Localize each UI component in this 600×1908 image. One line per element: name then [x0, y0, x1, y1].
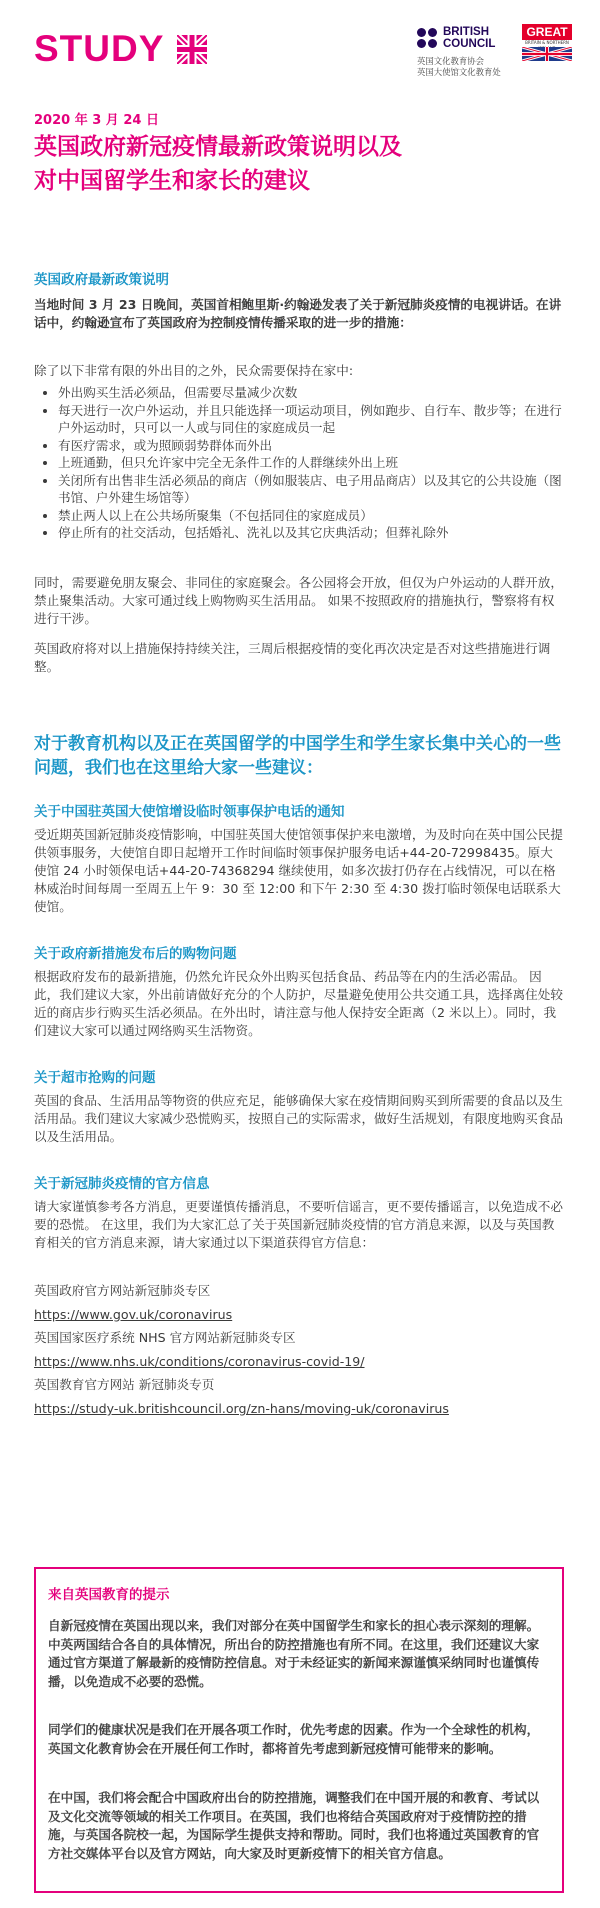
list-item: • 有医疗需求，或为照顾弱势群体而外出: [58, 437, 564, 455]
topic-heading: 关于中国驻英国大使馆增设临时领事保护电话的通知: [34, 804, 345, 820]
source-link-study-uk[interactable]: https://study-uk.britishcouncil.org/zn-hans/moving-uk/coronavirus: [34, 1401, 449, 1416]
policy-paragraph: 同时，需要避免朋友聚会、非同住的家庭聚会。各公园将会开放，但仅为户外运动的人群开放，禁止聚集活动。大家可通过线上购物购买生活用品。 如果不按照政府的措施执行，警察将有权进行干涉。: [34, 574, 563, 626]
logo-study-text: STUDY: [34, 28, 164, 69]
policy-list: [34, 384, 564, 542]
topic-heading: 关于新冠肺炎疫情的官方信息: [34, 1176, 210, 1192]
study-uk-logo: [34, 28, 207, 70]
source-label: 英国政府官方网站新冠肺炎专区: [34, 1283, 211, 1298]
official-sources: [34, 1282, 564, 1417]
advice-section: [34, 732, 564, 1417]
page-title: 英国政府新冠疫情最新政策说明以及 对中国留学生和家长的建议: [34, 134, 402, 194]
topic-body: 请大家谨慎参考各方消息，更要谨慎传播消息，不要听信谣言，更不要传播谣言，以免造成不必要的恐慌。 在这里，我们为大家汇总了关于英国新冠肺炎疫情的官方消息来源，以及与英国教育相关的官方消息来源，请大家通过以下渠道获得官方信息：: [34, 1199, 563, 1250]
policy-intro: 当地时间 3 月 23 日晚间，英国首相鲍里斯·约翰逊发表了关于新冠肺炎疫情的电视讲话。在讲话中，约翰逊宣布了英国政府为控制疫情传播采取的进一步的措施：: [34, 297, 562, 330]
british-council-dots-icon: [417, 28, 439, 50]
british-council-cn-name: 英国文化教育协会 英国大使馆文化教育处: [417, 56, 501, 77]
article-date: 2020 年 3 月 24 日: [34, 113, 159, 128]
list-item: • 禁止两人以上在公共场所聚集（不包括同住的家庭成员）: [58, 507, 564, 525]
tips-box: [34, 1567, 564, 1893]
source-link-nhs[interactable]: https://www.nhs.uk/conditions/coronavirus-covid-19/: [34, 1354, 365, 1369]
union-jack-icon: [522, 47, 572, 61]
topic-heading: 关于政府新措施发布后的购物问题: [34, 946, 237, 962]
list-item: • 外出购买生活必须品，但需要尽量减少次数: [58, 384, 564, 402]
policy-heading: 英国政府最新政策说明: [34, 272, 169, 288]
british-council-name: BRITISH COUNCIL: [443, 26, 496, 50]
union-flag-icon: [177, 35, 207, 64]
tips-paragraph: 在中国，我们将会配合中国政府出台的防控措施，调整我们在中国开展的和教育、考试以及文化交流等领域的相关工作项目。在英国，我们也将结合英国政府对于疫情防控的措施，与英国各院校一起，为国际学生提供支持和帮助。同时，我们也将通过英国教育的官方社交媒体平台以及官方网站，向大家及时更新疫情下的相关官方信息。: [48, 1790, 540, 1861]
tips-heading: 来自英国教育的提示: [48, 1587, 170, 1603]
header: [34, 22, 572, 82]
list-item: • 关闭所有出售非生活必须品的商店（例如服装店、电子用品商店）以及其它的公共设施（图书馆、户外建生场馆等）: [58, 472, 564, 507]
topic-heading: 关于超市抢购的问题: [34, 1070, 156, 1086]
tips-paragraph: 自新冠疫情在英国出现以来，我们对部分在英中国留学生和家长的担心表示深刻的理解。中英两国结合各自的具体情况，所出台的防控措施也有所不同。在这里，我们还建议大家通过官方渠道了解最新的疫情防控信息。对于未经证实的新闻来源谨慎采纳同时也谨慎传播，以免造成不必要的恐慌。: [48, 1618, 540, 1689]
tips-paragraph: 同学们的健康状况是我们在开展各项工作时，优先考虑的因素。作为一个全球性的机构，英国文化教育协会在开展任何工作时，都将首先考虑到新冠疫情可能带来的影响。: [48, 1722, 540, 1756]
source-link-gov[interactable]: https://www.gov.uk/coronavirus: [34, 1307, 233, 1322]
topic-body: 受近期英国新冠肺炎疫情影响，中国驻英国大使馆领事保护来电激增，为及时向在英中国公民提供领事服务，大使馆自即日起增开工作时间临时领事保护服务电话+44-20-72998435。原大使馆 24 小时领保电话+44-20-74368294 继续使用，如多次拔打仍存在占线情况，可以在格林威治时间每周一至周五上午 9：30 至 12:00 和下午 2:30 至 4:30 拨打临时领保电话联系大使馆。: [34, 827, 563, 914]
source-label: 英国国家医疗系统 NHS 官方网站新冠肺炎专区: [34, 1330, 296, 1345]
topic-body: 英国的食品、生活用品等物资的供应充足，能够确保大家在疫情期间购买到所需要的食品以及生活用品。我们建议大家减少恐慌购买，按照自己的实际需求，做好生活规划，有限度地购买食品以及生活用品。: [34, 1093, 563, 1144]
policy-section: [34, 268, 564, 676]
list-item: • 每天进行一次户外运动，并且只能选择一项运动项目，例如跑步、自行车、散步等；在进行户外运动时，只可以一人或与同住的家庭成员一起: [58, 402, 564, 437]
policy-paragraph: 英国政府将对以上措施保持持续关注，三周后根据疫情的变化再次决定是否对这些措施进行调整。: [34, 640, 551, 674]
great-britain-logo: [522, 24, 572, 60]
topic-body: 根据政府发布的最新措施，仍然允许民众外出购买包括食品、药品等在内的生活必需品。 因此，我们建议大家，外出前请做好充分的个人防护，尽量避免使用公共交通工具，选择离住处较近的商店步行购买生活必须品。在外出时，请注意与他人保持安全距离（2 米以上）。同时，我们建议大家可以通过网络购买生活物资。: [34, 969, 563, 1038]
source-label: 英国教育官方网站 新冠肺炎专页: [34, 1377, 215, 1392]
policy-lead: 除了以下非常有限的外出目的之外，民众需要保持在家中:: [34, 363, 354, 378]
advice-heading: 对于教育机构以及正在英国留学的中国学生和学生家长集中关心的一些问题，我们也在这里给大家一些建议：: [34, 734, 561, 778]
great-sub-label: BRITAIN & NORTHERN: [525, 40, 569, 45]
list-item: • 停止所有的社交活动，包括婚礼、洗礼以及其它庆典活动；但葬礼除外: [58, 524, 564, 542]
list-item: • 上班通勤，但只允许家中完全无条件工作的人群继续外出上班: [58, 454, 564, 472]
great-label: GREAT: [522, 24, 572, 40]
